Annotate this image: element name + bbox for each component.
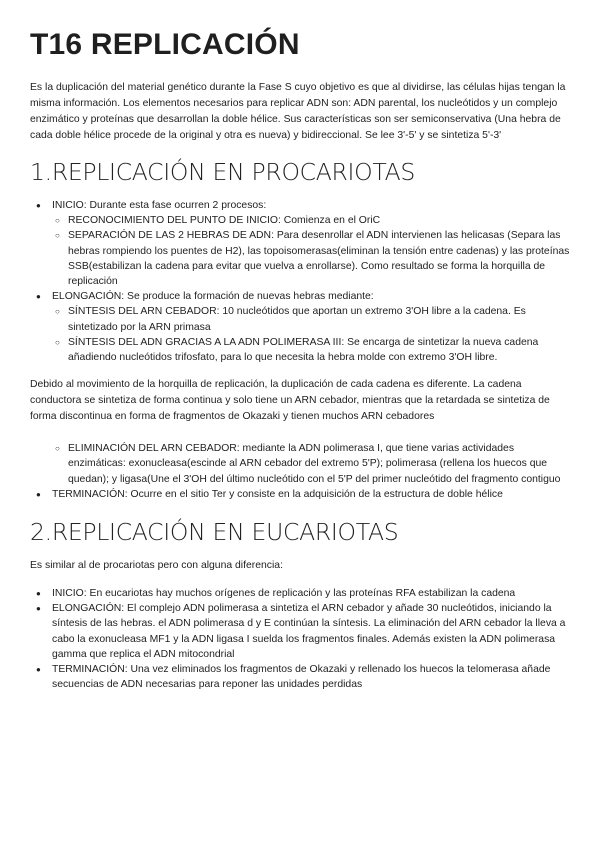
- list-item: ○ ELIMINACIÓN DEL ARN CEBADOR: mediante la ADN polimerasa I, que tiene varias actividades enzimáticas: exonucleasa(escinde al ARN cebador del extremo 5'P); polimerasa (rellena los huecos que quedan); y ligasa(Une el 3'OH del último nucleótido con el 5'P del primer nucleótido del fragmento contiguo: [52, 441, 570, 487]
- section2-heading: 2.REPLICACIÓN EN EUCARIOTAS: [30, 518, 399, 547]
- list-item: ● TERMINACIÓN: Ocurre en el sitio Ter y consiste en la adquisición de la estructura de doble hélice: [30, 487, 570, 502]
- eliminacion-sublist: [52, 441, 570, 487]
- elongacion-text: ELONGACIÓN: Se produce la formación de nuevas hebras mediante:: [52, 291, 374, 303]
- section2-list: [30, 586, 570, 692]
- inicio-sublist: [52, 213, 570, 289]
- elongacion-sublist: [52, 304, 570, 365]
- list-item: ● ELONGACIÓN: El complejo ADN polimerasa a sintetiza el ARN cebador y añade 30 nucleótidos, iniciando la síntesis de las hebras. el ADN polimerasa d y E continúan la síntesis. La eliminación del ARN cebador la lleva a cabo la exonucleasa MF1 y la ADN ligasa I suelda los fragmentos finales. Además existen la ADN polimerasa gamma que replica el ADN mitocondrial: [30, 601, 570, 662]
- list-item: [30, 198, 570, 289]
- section1-heading: 1.REPLICACIÓN EN PROCARIOTAS: [30, 158, 416, 186]
- intro-paragraph: Es la duplicación del material genético durante la Fase S cuyo objetivo es que al dividirse, las células hijas tengan la misma información. Los elementos necesarios para replicar ADN son: ADN parental, los nucleótidos y un complejo enzimático y proteínas que desarrollan la doble hélice. Sus características son ser semiconservativa (Una hebra de cada doble hélice procede de la original y otra es nueva) y bidireccional. Se lee 3'-5' y se sintetiza 5'-3': [30, 82, 566, 141]
- list-item: ○ SEPARACIÓN DE LAS 2 HEBRAS DE ADN: Para desenrollar el ADN intervienen las helicasas (Separa las hebras rompiendo los puentes de H2), las topoisomerasas(eliminan la tensión entre cadenas) y las proteínas SSB(estabilizan la cadena para evitar que vuelva a enrollarse). Como resultado se forma la horquilla de replicación: [52, 228, 570, 289]
- list-item: ○ SÍNTESIS DEL ARN CEBADOR: 10 nucleótidos que aportan un extremo 3'OH libre a la cadena. Es sintetizado por la ARN primasa: [52, 304, 570, 334]
- section1-list: [30, 198, 570, 365]
- section2-intro: Es similar al de procariotas pero con alguna diferencia:: [30, 560, 283, 572]
- list-item: ● INICIO: En eucariotas hay muchos orígenes de replicación y las proteínas RFA estabilizan la cadena: [30, 586, 570, 601]
- list-item: [30, 289, 570, 365]
- terminacion-list: [30, 487, 570, 502]
- document-page: [30, 28, 570, 692]
- list-item: ○ SÍNTESIS DEL ADN GRACIAS A LA ADN POLIMERASA III: Se encarga de sintetizar la nueva cadena añadiendo nucleótidos trifosfato, para lo que necesita la hebra molde con extremo 3'OH libre.: [52, 335, 570, 365]
- list-item: ● TERMINACIÓN: Una vez eliminados los fragmentos de Okazaki y rellenado los huecos la telomerasa añade secuencias de ADN necesarias para reponer las unidades perdidas: [30, 662, 570, 692]
- list-item: ○ RECONOCIMIENTO DEL PUNTO DE INICIO: Comienza en el OriC: [52, 213, 570, 228]
- horquilla-paragraph: Debido al movimiento de la horquilla de replicación, la duplicación de cada cadena es diferente. La cadena conductora se sintetiza de forma continua y solo tiene un ARN cebador, mientras que la retardada se sintetiza de forma discontinua en forma de fragmentos de Okazaki y tienen muchos ARN cebadores: [30, 379, 550, 423]
- inicio-text: INICIO: Durante esta fase ocurren 2 procesos:: [52, 200, 267, 211]
- page-title: T16 REPLICACIÓN: [30, 28, 300, 61]
